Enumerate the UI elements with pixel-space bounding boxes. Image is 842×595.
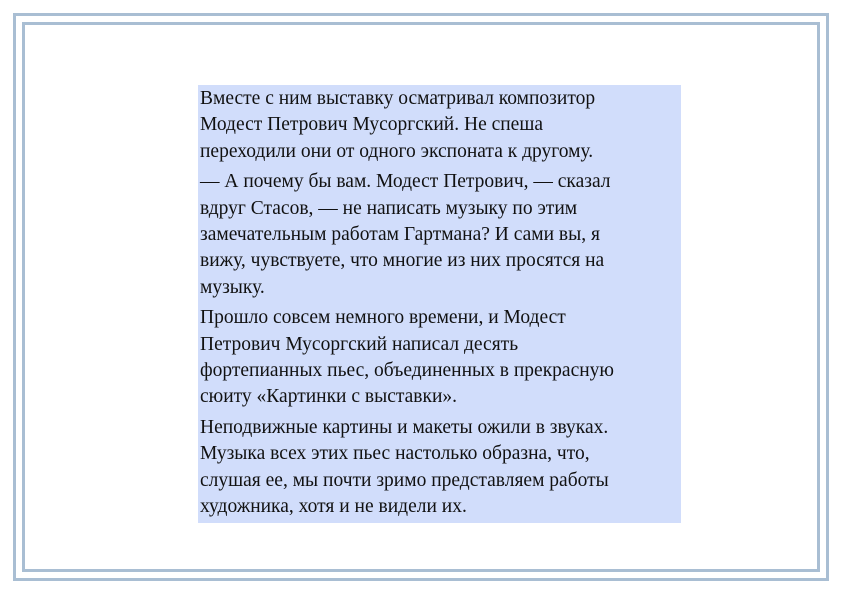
paragraph-2: — А почему бы вам. Модест Петрович, — сказал вдруг Стасов, — не написать музыку по этим замечательным работам Гартмана? И сами вы, я вижу, чувствуете, что многие из них просятся на музыку. — [200, 171, 611, 298]
paragraph-1: Вместе с ним выставку осматривал композитор Модест Петрович Мусоргский. Не спеша переходили они от одного экспоната к другому. — [200, 88, 596, 162]
text-box — [198, 85, 681, 523]
paragraph-3: Прошло совсем немного времени, и Модест Петрович Мусоргский написал десять фортепианных пьес, объединенных в прекрасную сюиту «Картинки с выставки». — [200, 307, 614, 408]
paragraph-4: Неподвижные картины и макеты ожили в звуках. Музыка всех этих пьес настолько образна, что, слушая ее, мы почти зримо представляем работы художника, хотя и не видели их. — [200, 416, 609, 518]
